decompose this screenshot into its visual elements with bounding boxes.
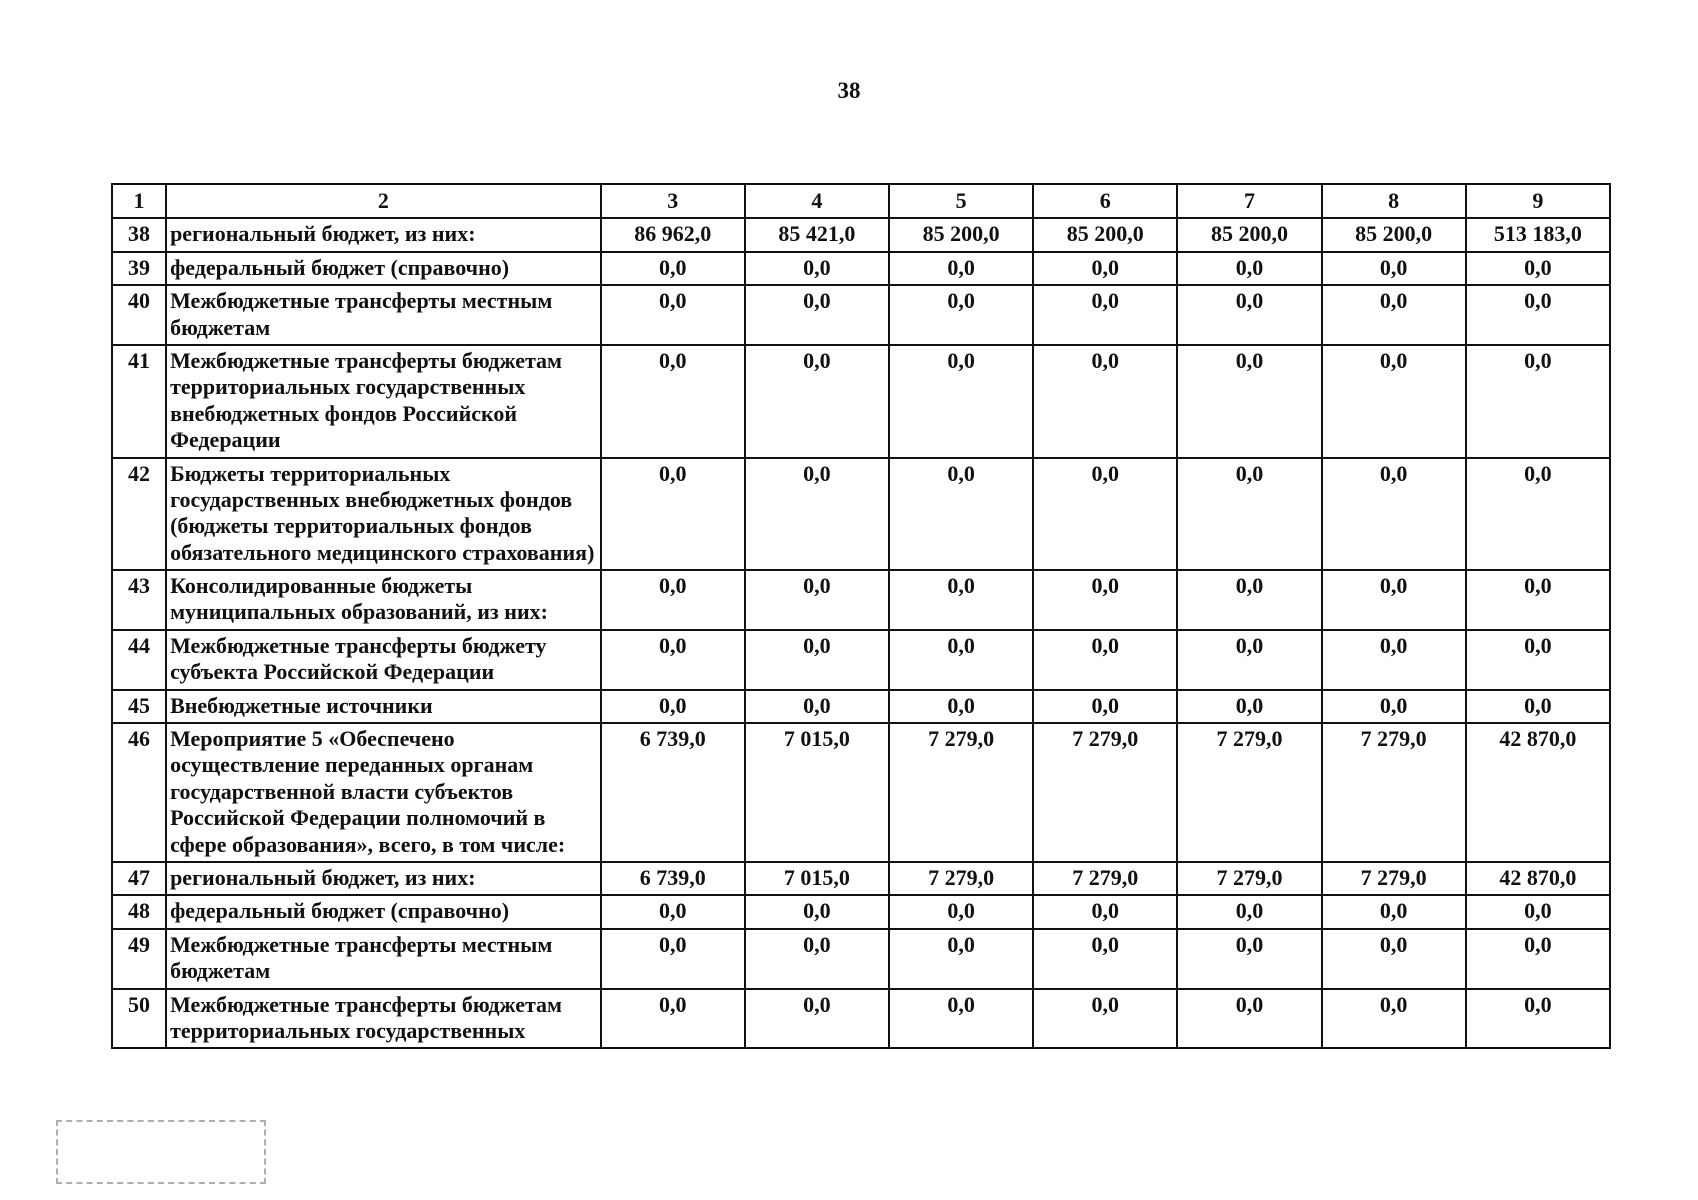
row-name: Мероприятие 5 «Обеспечено осуществление переданных органам государственной власти субъектов Российской Федерации полномочий в сфере образования», всего, в том числе: [166,723,601,862]
column-header: 2 [166,184,601,218]
value-cell: 0,0 [1177,690,1321,723]
table-row [112,218,1610,251]
value-cell: 7 279,0 [889,723,1033,862]
value-cell: 85 200,0 [1322,218,1466,251]
value-cell: 0,0 [1466,458,1610,571]
value-cell: 85 421,0 [745,218,889,251]
value-cell: 0,0 [1033,895,1177,928]
value-cell: 0,0 [889,929,1033,989]
table-row [112,862,1610,895]
value-cell: 0,0 [1033,570,1177,630]
value-cell: 0,0 [1033,989,1177,1049]
row-number: 48 [112,895,166,928]
value-cell: 0,0 [1466,630,1610,690]
value-cell: 513 183,0 [1466,218,1610,251]
value-cell: 0,0 [601,989,745,1049]
table-row [112,690,1610,723]
value-cell: 0,0 [601,570,745,630]
value-cell: 0,0 [1033,690,1177,723]
value-cell: 0,0 [1033,630,1177,690]
row-name: федеральный бюджет (справочно) [166,895,601,928]
value-cell: 0,0 [745,345,889,458]
column-header: 6 [1033,184,1177,218]
value-cell: 0,0 [745,630,889,690]
value-cell: 0,0 [745,895,889,928]
value-cell: 0,0 [1177,630,1321,690]
value-cell: 0,0 [889,285,1033,345]
row-name: Бюджеты территориальных государственных внебюджетных фондов (бюджеты территориальных фондов обязательного медицинского страхования) [166,458,601,571]
value-cell: 0,0 [601,285,745,345]
value-cell: 0,0 [601,252,745,285]
row-name: Внебюджетные источники [166,690,601,723]
column-header: 8 [1322,184,1466,218]
row-name: региональный бюджет, из них: [166,218,601,251]
row-number: 39 [112,252,166,285]
value-cell: 0,0 [889,570,1033,630]
value-cell: 0,0 [889,989,1033,1049]
row-name: Межбюджетные трансферты местным бюджетам [166,929,601,989]
value-cell: 7 279,0 [1322,723,1466,862]
row-number: 40 [112,285,166,345]
value-cell: 0,0 [745,989,889,1049]
value-cell: 0,0 [1177,252,1321,285]
value-cell: 85 200,0 [1177,218,1321,251]
table-row [112,929,1610,989]
row-number: 43 [112,570,166,630]
row-number: 41 [112,345,166,458]
value-cell: 0,0 [1177,895,1321,928]
column-header: 5 [889,184,1033,218]
value-cell: 0,0 [1177,345,1321,458]
value-cell: 7 015,0 [745,862,889,895]
value-cell: 0,0 [889,345,1033,458]
value-cell: 0,0 [1466,895,1610,928]
row-name: Межбюджетные трансферты бюджету субъекта Российской Федерации [166,630,601,690]
value-cell: 0,0 [1177,570,1321,630]
value-cell: 0,0 [889,690,1033,723]
table-row [112,285,1610,345]
column-header: 9 [1466,184,1610,218]
value-cell: 86 962,0 [601,218,745,251]
value-cell: 0,0 [1466,285,1610,345]
value-cell: 0,0 [745,252,889,285]
value-cell: 42 870,0 [1466,723,1610,862]
column-header: 3 [601,184,745,218]
row-name: Межбюджетные трансферты бюджетам территориальных государственных [166,989,601,1049]
value-cell: 7 279,0 [889,862,1033,895]
table-row [112,630,1610,690]
row-number: 38 [112,218,166,251]
value-cell: 0,0 [601,690,745,723]
table-row [112,252,1610,285]
row-number: 46 [112,723,166,862]
value-cell: 0,0 [1322,252,1466,285]
value-cell: 0,0 [601,895,745,928]
row-name: Межбюджетные трансферты местным бюджетам [166,285,601,345]
value-cell: 0,0 [1322,989,1466,1049]
value-cell: 0,0 [745,929,889,989]
table-row [112,895,1610,928]
value-cell: 0,0 [1466,252,1610,285]
value-cell: 0,0 [745,570,889,630]
value-cell: 0,0 [889,252,1033,285]
value-cell: 0,0 [1466,345,1610,458]
value-cell: 0,0 [889,630,1033,690]
value-cell: 0,0 [1177,929,1321,989]
value-cell: 0,0 [1033,345,1177,458]
value-cell: 7 279,0 [1177,723,1321,862]
table-row [112,570,1610,630]
value-cell: 6 739,0 [601,723,745,862]
page-number: 38 [837,78,861,103]
row-name: Межбюджетные трансферты бюджетам территориальных государственных внебюджетных фондов Российской Федерации [166,345,601,458]
row-name: региональный бюджет, из них: [166,862,601,895]
table-row [112,458,1610,571]
row-name: Консолидированные бюджеты муниципальных образований, из них: [166,570,601,630]
table-header-row [112,184,1610,218]
value-cell: 0,0 [1177,458,1321,571]
value-cell: 0,0 [1466,989,1610,1049]
value-cell: 0,0 [1322,690,1466,723]
table-row [112,345,1610,458]
row-number: 45 [112,690,166,723]
value-cell: 0,0 [1322,345,1466,458]
value-cell: 0,0 [1466,690,1610,723]
value-cell: 0,0 [601,345,745,458]
row-number: 42 [112,458,166,571]
value-cell: 0,0 [601,929,745,989]
value-cell: 0,0 [1033,252,1177,285]
value-cell: 0,0 [1466,570,1610,630]
column-header: 4 [745,184,889,218]
value-cell: 0,0 [601,458,745,571]
document-stamp [56,1120,266,1184]
value-cell: 0,0 [745,458,889,571]
value-cell: 7 279,0 [1177,862,1321,895]
value-cell: 7 279,0 [1033,862,1177,895]
row-number: 47 [112,862,166,895]
value-cell: 7 279,0 [1322,862,1466,895]
value-cell: 0,0 [745,690,889,723]
value-cell: 0,0 [1033,285,1177,345]
table-row [112,989,1610,1049]
value-cell: 0,0 [601,630,745,690]
value-cell: 0,0 [1322,895,1466,928]
column-header: 1 [112,184,166,218]
value-cell: 6 739,0 [601,862,745,895]
value-cell: 0,0 [1033,929,1177,989]
row-number: 49 [112,929,166,989]
value-cell: 85 200,0 [889,218,1033,251]
table-row [112,723,1610,862]
value-cell: 42 870,0 [1466,862,1610,895]
value-cell: 0,0 [1322,285,1466,345]
row-name: федеральный бюджет (справочно) [166,252,601,285]
value-cell: 0,0 [1466,929,1610,989]
value-cell: 0,0 [745,285,889,345]
value-cell: 7 279,0 [1033,723,1177,862]
value-cell: 85 200,0 [1033,218,1177,251]
budget-table [111,183,1611,1049]
value-cell: 0,0 [1322,570,1466,630]
table-body [112,184,1610,1048]
value-cell: 0,0 [1322,929,1466,989]
value-cell: 0,0 [889,895,1033,928]
column-header: 7 [1177,184,1321,218]
value-cell: 0,0 [1177,989,1321,1049]
value-cell: 0,0 [1322,630,1466,690]
value-cell: 0,0 [1177,285,1321,345]
value-cell: 0,0 [1033,458,1177,571]
value-cell: 0,0 [889,458,1033,571]
row-number: 44 [112,630,166,690]
value-cell: 7 015,0 [745,723,889,862]
row-number: 50 [112,989,166,1049]
value-cell: 0,0 [1322,458,1466,571]
